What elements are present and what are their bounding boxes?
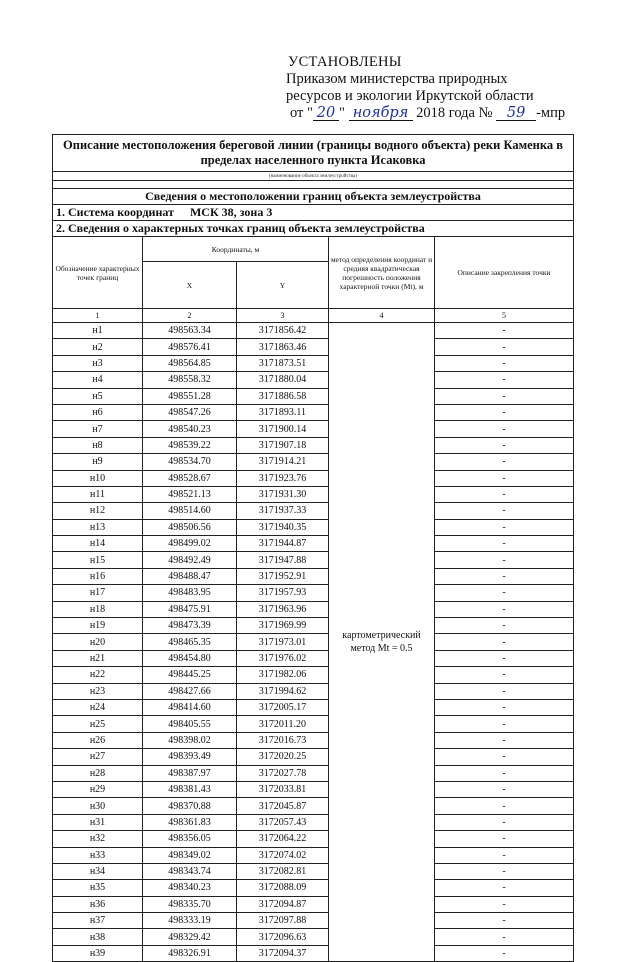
point-id-cell: н3 <box>53 355 143 371</box>
header-y: Y <box>237 262 329 309</box>
table-row <box>53 486 574 502</box>
point-id-cell: н15 <box>53 552 143 568</box>
coord-system-row <box>53 205 574 221</box>
column-number: 3 <box>237 309 329 323</box>
y-coordinate-cell: 3172096.63 <box>237 929 329 945</box>
x-coordinate-cell: 498445.25 <box>143 667 237 683</box>
y-coordinate-cell: 3171976.02 <box>237 650 329 666</box>
point-id-cell: н10 <box>53 470 143 486</box>
y-coordinate-cell: 3171940.35 <box>237 519 329 535</box>
point-id-cell: н36 <box>53 896 143 912</box>
approval-title: УСТАНОВЛЕНЫ <box>288 54 402 70</box>
date-quote: " <box>338 105 345 121</box>
table-row <box>53 913 574 929</box>
approval-line-3: ресурсов и экологии Иркутской области <box>286 88 534 104</box>
y-coordinate-cell: 3171982.06 <box>237 667 329 683</box>
order-suffix: -мпр <box>536 105 566 121</box>
handwritten-day: 20 <box>313 106 339 121</box>
table-row <box>53 323 574 339</box>
fixing-description-cell: - <box>435 470 574 486</box>
point-id-cell: н17 <box>53 585 143 601</box>
table-row <box>53 945 574 961</box>
x-coordinate-cell: 498514.60 <box>143 503 237 519</box>
point-id-cell: н39 <box>53 945 143 961</box>
x-coordinate-cell: 498329.42 <box>143 929 237 945</box>
y-coordinate-cell: 3171931.30 <box>237 486 329 502</box>
table-row <box>53 716 574 732</box>
x-coordinate-cell: 498492.49 <box>143 552 237 568</box>
x-coordinate-cell: 498349.02 <box>143 847 237 863</box>
point-id-cell: н31 <box>53 814 143 830</box>
table-row <box>53 552 574 568</box>
table-row <box>53 601 574 617</box>
table-row <box>53 765 574 781</box>
section-heading: Сведения о местоположении границ объекта землеустройства <box>53 189 574 205</box>
table-row <box>53 355 574 371</box>
fixing-description-cell: - <box>435 552 574 568</box>
y-coordinate-cell: 3171973.01 <box>237 634 329 650</box>
fixing-description-cell: - <box>435 355 574 371</box>
y-coordinate-cell: 3172074.02 <box>237 847 329 863</box>
y-coordinate-cell: 3171969.99 <box>237 618 329 634</box>
point-id-cell: н11 <box>53 486 143 502</box>
table-row <box>53 421 574 437</box>
column-number: 1 <box>53 309 143 323</box>
y-coordinate-cell: 3172033.81 <box>237 781 329 797</box>
fixing-description-cell: - <box>435 536 574 552</box>
fixing-description-cell: - <box>435 503 574 519</box>
y-coordinate-cell: 3172027.78 <box>237 765 329 781</box>
fixing-description-cell: - <box>435 781 574 797</box>
x-coordinate-cell: 498576.41 <box>143 339 237 355</box>
table-row <box>53 634 574 650</box>
y-coordinate-cell: 3171863.46 <box>237 339 329 355</box>
x-coordinate-cell: 498547.26 <box>143 404 237 420</box>
point-id-cell: н26 <box>53 732 143 748</box>
point-id-cell: н30 <box>53 798 143 814</box>
y-coordinate-cell: 3171907.18 <box>237 437 329 453</box>
y-coordinate-cell: 3171957.93 <box>237 585 329 601</box>
coord-system-label: 1. Система координат <box>56 205 174 219</box>
approval-stamp <box>286 54 565 122</box>
x-coordinate-cell: 498488.47 <box>143 568 237 584</box>
table-row <box>53 929 574 945</box>
y-coordinate-cell: 3171900.14 <box>237 421 329 437</box>
table-row <box>53 519 574 535</box>
y-coordinate-cell: 3171994.62 <box>237 683 329 699</box>
point-id-cell: н21 <box>53 650 143 666</box>
x-coordinate-cell: 498387.97 <box>143 765 237 781</box>
point-id-cell: н1 <box>53 323 143 339</box>
table-row <box>53 667 574 683</box>
x-coordinate-cell: 498506.56 <box>143 519 237 535</box>
object-caption: (наименование объекта землеустройства) <box>53 172 574 181</box>
point-id-cell: н9 <box>53 454 143 470</box>
x-coordinate-cell: 498370.88 <box>143 798 237 814</box>
y-coordinate-cell: 3172094.37 <box>237 945 329 961</box>
fixing-description-cell: - <box>435 929 574 945</box>
x-coordinate-cell: 498534.70 <box>143 454 237 470</box>
table-row <box>53 339 574 355</box>
x-coordinate-cell: 498326.91 <box>143 945 237 961</box>
y-coordinate-cell: 3171947.88 <box>237 552 329 568</box>
point-id-cell: н2 <box>53 339 143 355</box>
fixing-description-cell: - <box>435 372 574 388</box>
y-coordinate-cell: 3171886.58 <box>237 388 329 404</box>
point-id-cell: н18 <box>53 601 143 617</box>
x-coordinate-cell: 498398.02 <box>143 732 237 748</box>
document-title: Описание местоположения береговой линии (границы водного объекта) реки Каменка в пределах населенного пункта Исаковка <box>53 135 574 172</box>
y-coordinate-cell: 3172020.25 <box>237 749 329 765</box>
x-coordinate-cell: 498539.22 <box>143 437 237 453</box>
x-coordinate-cell: 498356.05 <box>143 831 237 847</box>
x-coordinate-cell: 498381.43 <box>143 781 237 797</box>
x-coordinate-cell: 498465.35 <box>143 634 237 650</box>
fixing-description-cell: - <box>435 667 574 683</box>
fixing-description-cell: - <box>435 454 574 470</box>
fixing-description-cell: - <box>435 601 574 617</box>
table-row <box>53 568 574 584</box>
y-coordinate-cell: 3171880.04 <box>237 372 329 388</box>
x-coordinate-cell: 498361.83 <box>143 814 237 830</box>
y-coordinate-cell: 3172064.22 <box>237 831 329 847</box>
y-coordinate-cell: 3171944.87 <box>237 536 329 552</box>
point-id-cell: н32 <box>53 831 143 847</box>
approval-date-line <box>290 105 565 122</box>
point-id-cell: н4 <box>53 372 143 388</box>
x-coordinate-cell: 498528.67 <box>143 470 237 486</box>
y-coordinate-cell: 3172088.09 <box>237 880 329 896</box>
fixing-description-cell: - <box>435 421 574 437</box>
fixing-description-cell: - <box>435 634 574 650</box>
table-row <box>53 699 574 715</box>
y-coordinate-cell: 3172082.81 <box>237 863 329 879</box>
point-id-cell: н14 <box>53 536 143 552</box>
point-id-cell: н6 <box>53 404 143 420</box>
approval-line-2: Приказом министерства природных <box>286 71 508 87</box>
point-id-cell: н28 <box>53 765 143 781</box>
y-coordinate-cell: 3172094.87 <box>237 896 329 912</box>
x-coordinate-cell: 498340.23 <box>143 880 237 896</box>
coord-system-value: МСК 38, зона 3 <box>189 205 273 219</box>
y-coordinate-cell: 3172016.73 <box>237 732 329 748</box>
x-coordinate-cell: 498405.55 <box>143 716 237 732</box>
y-coordinate-cell: 3171873.51 <box>237 355 329 371</box>
point-id-cell: н24 <box>53 699 143 715</box>
table-row <box>53 831 574 847</box>
header-method: метод определения координат и средняя квадратическая погрешность положения характерной точки (Mt), м <box>329 237 435 309</box>
handwritten-month: ноября <box>349 106 413 121</box>
y-coordinate-cell: 3171893.11 <box>237 404 329 420</box>
points-heading: 2. Сведения о характерных точках границ объекта землеустройства <box>53 221 574 237</box>
point-id-cell: н20 <box>53 634 143 650</box>
x-coordinate-cell: 498540.23 <box>143 421 237 437</box>
table-row <box>53 749 574 765</box>
point-id-cell: н35 <box>53 880 143 896</box>
column-numbers-row <box>53 309 574 323</box>
table-row <box>53 404 574 420</box>
table-row <box>53 536 574 552</box>
blank-row <box>53 181 574 189</box>
boundary-points-table <box>52 134 574 962</box>
point-id-cell: н37 <box>53 913 143 929</box>
fixing-description-cell: - <box>435 699 574 715</box>
handwritten-order-number: 59 <box>496 106 536 121</box>
x-coordinate-cell: 498473.39 <box>143 618 237 634</box>
header-x: X <box>143 262 237 309</box>
fixing-description-cell: - <box>435 847 574 863</box>
point-id-cell: н34 <box>53 863 143 879</box>
x-coordinate-cell: 498521.13 <box>143 486 237 502</box>
fixing-description-cell: - <box>435 880 574 896</box>
table-row <box>53 896 574 912</box>
point-id-cell: н5 <box>53 388 143 404</box>
fixing-description-cell: - <box>435 749 574 765</box>
method-cell: картометрический метод Mt = 0.5 <box>329 323 435 962</box>
point-id-cell: н22 <box>53 667 143 683</box>
y-coordinate-cell: 3171963.96 <box>237 601 329 617</box>
fixing-description-cell: - <box>435 618 574 634</box>
point-id-cell: н12 <box>53 503 143 519</box>
point-id-cell: н23 <box>53 683 143 699</box>
point-id-cell: н27 <box>53 749 143 765</box>
header-point-designation: Обозначение характерных точек границ <box>53 237 143 309</box>
fixing-description-cell: - <box>435 404 574 420</box>
point-id-cell: н29 <box>53 781 143 797</box>
x-coordinate-cell: 498563.34 <box>143 323 237 339</box>
fixing-description-cell: - <box>435 585 574 601</box>
table-row <box>53 683 574 699</box>
table-row <box>53 880 574 896</box>
x-coordinate-cell: 498454.80 <box>143 650 237 666</box>
fixing-description-cell: - <box>435 913 574 929</box>
fixing-description-cell: - <box>435 339 574 355</box>
fixing-description-cell: - <box>435 814 574 830</box>
x-coordinate-cell: 498475.91 <box>143 601 237 617</box>
y-coordinate-cell: 3171952.91 <box>237 568 329 584</box>
header-fixing-description: Описание закрепления точки <box>435 237 574 309</box>
table-row <box>53 470 574 486</box>
y-coordinate-cell: 3171856.42 <box>237 323 329 339</box>
x-coordinate-cell: 498558.32 <box>143 372 237 388</box>
fixing-description-cell: - <box>435 798 574 814</box>
table-row <box>53 781 574 797</box>
fixing-description-cell: - <box>435 765 574 781</box>
fixing-description-cell: - <box>435 388 574 404</box>
fixing-description-cell: - <box>435 863 574 879</box>
x-coordinate-cell: 498414.60 <box>143 699 237 715</box>
x-coordinate-cell: 498343.74 <box>143 863 237 879</box>
table-row <box>53 732 574 748</box>
year-text: 2018 года № <box>416 105 493 121</box>
point-id-cell: н38 <box>53 929 143 945</box>
y-coordinate-cell: 3171914.21 <box>237 454 329 470</box>
table-row <box>53 388 574 404</box>
point-id-cell: н8 <box>53 437 143 453</box>
y-coordinate-cell: 3172011.20 <box>237 716 329 732</box>
x-coordinate-cell: 498499.02 <box>143 536 237 552</box>
table-row <box>53 798 574 814</box>
point-id-cell: н13 <box>53 519 143 535</box>
y-coordinate-cell: 3171937.33 <box>237 503 329 519</box>
x-coordinate-cell: 498483.95 <box>143 585 237 601</box>
point-id-cell: н19 <box>53 618 143 634</box>
x-coordinate-cell: 498393.49 <box>143 749 237 765</box>
table-row <box>53 585 574 601</box>
table-row <box>53 618 574 634</box>
table-row <box>53 863 574 879</box>
point-id-cell: н7 <box>53 421 143 437</box>
y-coordinate-cell: 3172045.87 <box>237 798 329 814</box>
x-coordinate-cell: 498551.28 <box>143 388 237 404</box>
table-row <box>53 454 574 470</box>
fixing-description-cell: - <box>435 945 574 961</box>
fixing-description-cell: - <box>435 437 574 453</box>
column-number: 2 <box>143 309 237 323</box>
date-prefix: от " <box>290 105 313 121</box>
y-coordinate-cell: 3172097.88 <box>237 913 329 929</box>
fixing-description-cell: - <box>435 831 574 847</box>
fixing-description-cell: - <box>435 519 574 535</box>
x-coordinate-cell: 498335.70 <box>143 896 237 912</box>
fixing-description-cell: - <box>435 716 574 732</box>
column-number: 4 <box>329 309 435 323</box>
point-id-cell: н16 <box>53 568 143 584</box>
column-number: 5 <box>435 309 574 323</box>
header-coordinates: Координаты, м <box>143 237 329 262</box>
x-coordinate-cell: 498333.19 <box>143 913 237 929</box>
table-row <box>53 372 574 388</box>
fixing-description-cell: - <box>435 732 574 748</box>
y-coordinate-cell: 3172005.17 <box>237 699 329 715</box>
table-row <box>53 503 574 519</box>
table-row <box>53 814 574 830</box>
fixing-description-cell: - <box>435 650 574 666</box>
table-row <box>53 650 574 666</box>
table-row <box>53 847 574 863</box>
x-coordinate-cell: 498564.85 <box>143 355 237 371</box>
fixing-description-cell: - <box>435 683 574 699</box>
x-coordinate-cell: 498427.66 <box>143 683 237 699</box>
y-coordinate-cell: 3171923.76 <box>237 470 329 486</box>
point-id-cell: н33 <box>53 847 143 863</box>
fixing-description-cell: - <box>435 323 574 339</box>
fixing-description-cell: - <box>435 896 574 912</box>
y-coordinate-cell: 3172057.43 <box>237 814 329 830</box>
point-id-cell: н25 <box>53 716 143 732</box>
fixing-description-cell: - <box>435 486 574 502</box>
fixing-description-cell: - <box>435 568 574 584</box>
table-row <box>53 437 574 453</box>
